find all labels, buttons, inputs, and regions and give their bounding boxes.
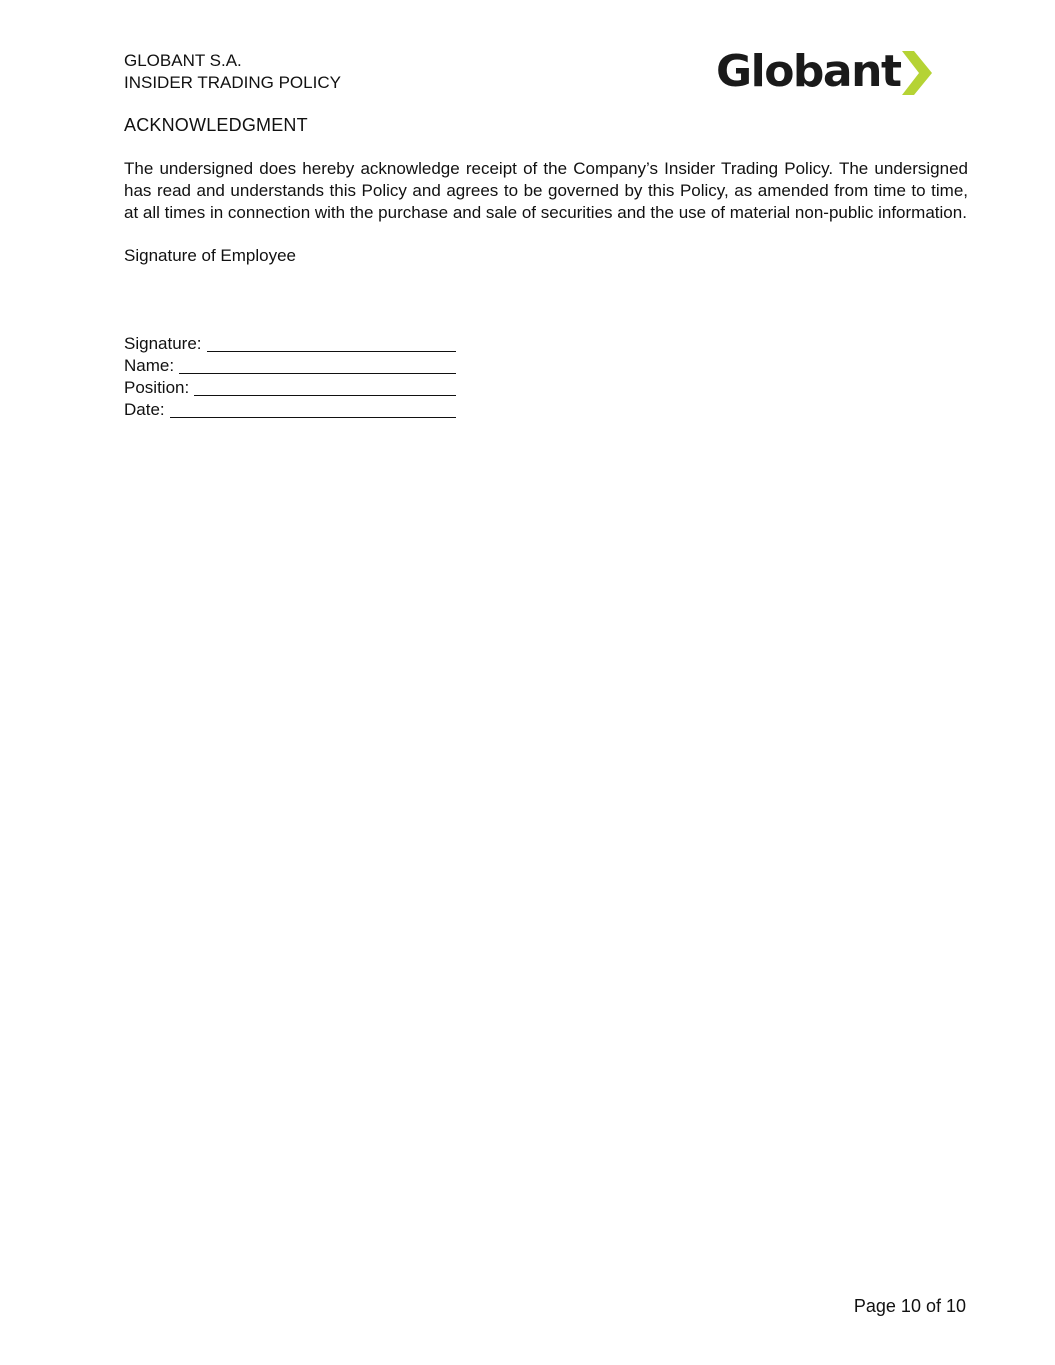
date-label: Date: bbox=[124, 400, 165, 419]
signature-label: Signature: bbox=[124, 334, 202, 353]
name-line[interactable] bbox=[179, 356, 456, 374]
date-line[interactable] bbox=[170, 400, 456, 418]
position-label: Position: bbox=[124, 378, 190, 397]
signature-heading: Signature of Employee bbox=[124, 246, 296, 265]
page-number: Page 10 of 10 bbox=[853, 1296, 966, 1316]
section-title: ACKNOWLEDGMENT bbox=[124, 115, 308, 135]
logo-wordmark: Globant bbox=[716, 46, 901, 97]
name-field bbox=[124, 355, 456, 377]
position-field bbox=[124, 377, 456, 399]
position-line[interactable] bbox=[194, 378, 456, 396]
name-label: Name: bbox=[124, 356, 175, 375]
policy-title: INSIDER TRADING POLICY bbox=[124, 73, 341, 92]
acknowledgment-paragraph: The undersigned does hereby acknowledge receipt of the Company’s Insider Trading Policy. The undersigned has read and understands this Policy and agrees to be governed by this Policy, as amended from time to time, at all times in connection with the purchase and sale of securities and the use of material non-public information. bbox=[124, 159, 968, 222]
globant-logo bbox=[716, 47, 932, 97]
document-header bbox=[124, 50, 341, 94]
company-name: GLOBANT S.A. bbox=[124, 51, 242, 70]
date-field bbox=[124, 399, 456, 421]
signature-field bbox=[124, 333, 456, 355]
signature-fields bbox=[124, 333, 456, 421]
chevron-right-icon bbox=[902, 51, 932, 95]
signature-line[interactable] bbox=[207, 334, 457, 352]
